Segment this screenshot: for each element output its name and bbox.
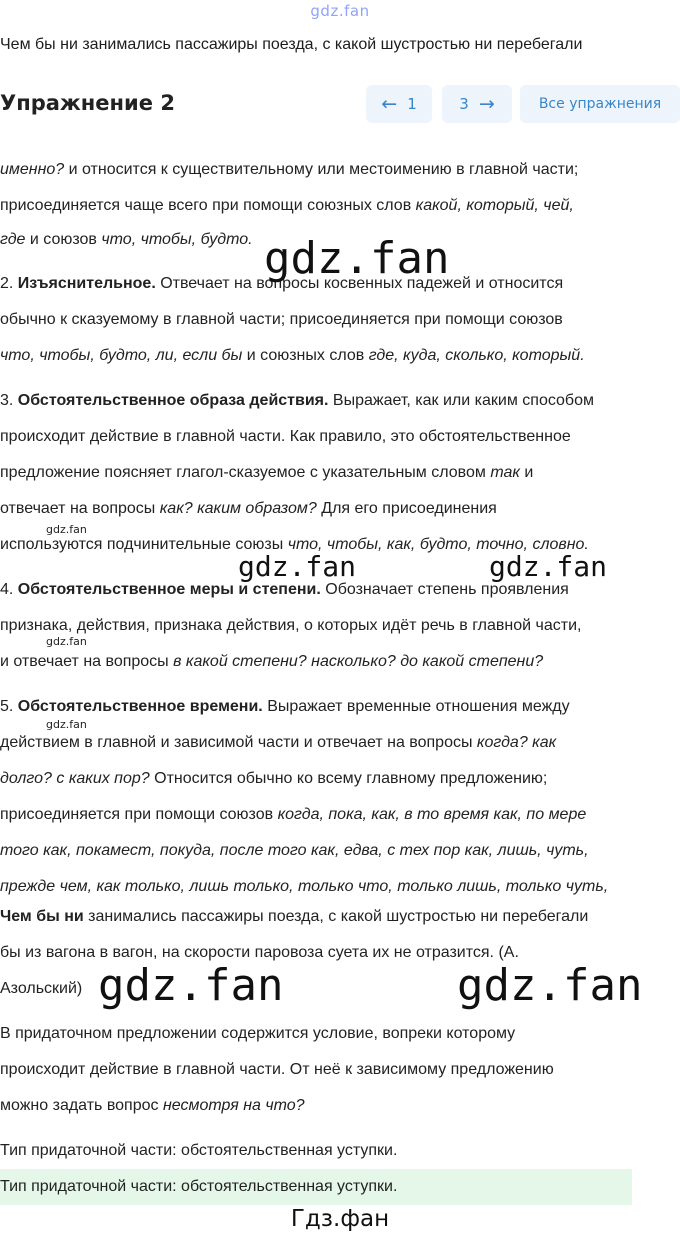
watermark: gdz.fan — [264, 233, 450, 284]
italic-text: того как, покамест, покуда, после того как, едва, с тех пор как, лишь, чуть, — [0, 842, 589, 859]
italic-text: несмотря на что? — [162, 1097, 305, 1114]
text: занимались пассажиры поезда, с какой шустростью ни перебегали — [83, 908, 589, 925]
text: используются подчинительные союзы — [0, 536, 288, 553]
item-number: 5. — [0, 698, 18, 715]
page-title: Упражнение 2 — [0, 91, 175, 115]
text-line — [0, 152, 676, 188]
watermark: gdz.fan — [46, 523, 87, 536]
italic-text: какой, который, чей, — [415, 197, 574, 214]
prev-exercise-button[interactable] — [366, 85, 432, 123]
text: присоединяется при помощи союзов — [0, 806, 278, 823]
italic-text: когда, пока, как, в то время как, по мере — [277, 806, 587, 823]
italic-text: где, куда, сколько, который. — [368, 347, 585, 364]
text: Отвечает на вопросы косвенных падежей и относится — [155, 275, 564, 292]
text: действием в главной и зависимой части и отвечает на вопросы — [0, 734, 477, 751]
item-number: 2. — [0, 275, 18, 292]
bold-term: Изъяснительное. — [17, 275, 156, 292]
bold-term: Обстоятельственное меры и степени. — [17, 581, 321, 598]
text: присоединяется чаще всего при помощи союзных слов — [0, 197, 416, 214]
text: Для его присоединения — [316, 500, 497, 517]
text-line: обычно к сказуемому в главной части; присоединяется при помощи союзов — [0, 311, 563, 328]
text-line: происходит действие в главной части. Как правило, это обстоятельственное — [0, 428, 571, 445]
arrow-right-icon: → — [478, 92, 495, 115]
italic-text: когда? как — [476, 734, 557, 751]
text: предложение поясняет глагол-сказуемое с указательным словом — [0, 464, 491, 481]
text: и отвечает на вопросы — [0, 653, 174, 670]
watermark: gdz.fan — [489, 550, 608, 583]
text: и союзов — [25, 231, 102, 248]
text-line: В придаточном предложении содержится условие, вопреки которому — [0, 1025, 516, 1042]
text-line — [0, 689, 676, 725]
text: и союзных слов — [242, 347, 369, 364]
intro-line: Чем бы ни занимались пассажиры поезда, с какой шустростью ни перебегали — [0, 36, 583, 53]
italic-text: что, чтобы, будто. — [101, 231, 253, 248]
text: и — [519, 464, 534, 481]
bold-term: Чем бы ни — [0, 908, 84, 925]
all-exercises-button[interactable] — [520, 85, 680, 123]
text-line — [0, 383, 676, 419]
text-line: признака, действия, признака действия, о которых идёт речь в главной части, — [0, 617, 582, 634]
italic-text: прежде чем, как только, лишь только, только что, только лишь, только чуть, — [0, 878, 609, 895]
item-number: 3. — [0, 392, 18, 409]
text: отвечает на вопросы — [0, 500, 160, 517]
prev-exercise-label: 1 — [407, 95, 417, 113]
next-exercise-button[interactable] — [442, 85, 512, 123]
italic-text: так — [490, 464, 520, 481]
italic-text: в какой степени? насколько? до какой степени? — [173, 653, 544, 670]
text: Обозначает степень проявления — [320, 581, 569, 598]
text: и относится к существительному или местоимению в главной части; — [64, 161, 579, 178]
next-exercise-label: 3 — [459, 95, 469, 113]
text: Относится обычно ко всему главному предложению; — [149, 770, 548, 787]
arrow-left-icon: ← — [381, 92, 398, 115]
text: Выражает, как или каким способом — [328, 392, 594, 409]
italic-text: именно? — [0, 161, 65, 178]
watermark: gdz.fan — [46, 635, 87, 648]
answer-type-highlighted: Тип придаточной части: обстоятельственная уступки. — [0, 1178, 398, 1195]
text-line — [0, 491, 676, 527]
italic-text: как? каким образом? — [159, 500, 317, 517]
all-exercises-label: Все упражнения — [538, 96, 662, 112]
text-line — [0, 899, 676, 935]
text-line: происходит действие в главной части. От неё к зависимому предложению — [0, 1061, 554, 1078]
watermark: gdz.fan — [457, 960, 643, 1011]
text-line — [0, 338, 676, 374]
text-line — [0, 761, 676, 797]
text: Выражает временные отношения между — [262, 698, 570, 715]
text-line: Азольский) — [0, 980, 83, 997]
text-line — [0, 455, 676, 491]
watermark: gdz.fan — [238, 550, 357, 583]
watermark: gdz.fan — [98, 960, 284, 1011]
answer-type-line: Тип придаточной части: обстоятельственная уступки. — [0, 1142, 398, 1159]
text-line — [0, 644, 676, 680]
italic-text: где — [0, 231, 26, 248]
italic-text: что, чтобы, как, будто, точно, словно. — [287, 536, 589, 553]
text-line — [0, 797, 676, 833]
text-line — [0, 1088, 676, 1124]
text-line: бы из вагона в вагон, на скорости паровоза суета их не отразится. (А. — [0, 944, 519, 961]
watermark-top: gdz.fan — [310, 2, 370, 20]
text-line — [0, 725, 676, 761]
watermark: gdz.fan — [46, 718, 87, 731]
italic-text: долго? с каких пор? — [0, 770, 150, 787]
item-number: 4. — [0, 581, 18, 598]
bold-term: Обстоятельственное времени. — [17, 698, 263, 715]
footer-watermark: Гдз.фан — [290, 1206, 390, 1232]
bold-term: Обстоятельственное образа действия. — [17, 392, 329, 409]
text-line — [0, 833, 676, 869]
text: можно задать вопрос — [0, 1097, 163, 1114]
italic-text: что, чтобы, будто, ли, если бы — [0, 347, 243, 364]
text-line — [0, 188, 676, 224]
